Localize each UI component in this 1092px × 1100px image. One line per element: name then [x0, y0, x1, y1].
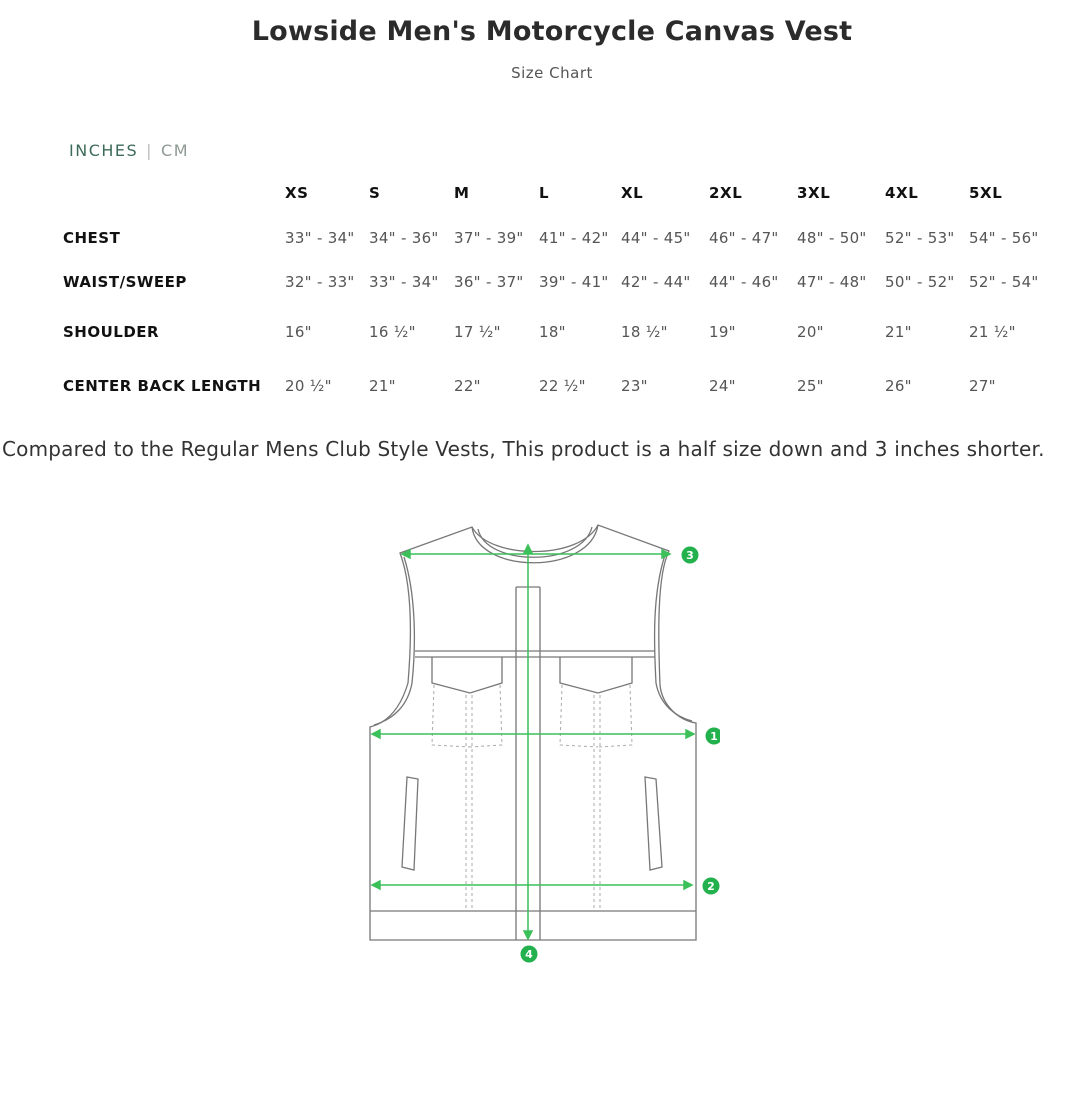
size-value-cell: 19" — [709, 323, 736, 341]
size-value-cell: 50" - 52" — [885, 273, 955, 291]
size-value-cell: 42" - 44" — [621, 273, 691, 291]
size-value-cell: 52" - 53" — [885, 229, 955, 247]
size-value-cell: 23" — [621, 377, 648, 395]
size-value-cell: 33" - 34" — [285, 229, 355, 247]
unit-separator: | — [146, 141, 154, 160]
measurement-label: CENTER BACK LENGTH — [63, 377, 262, 395]
size-value-cell: 44" - 45" — [621, 229, 691, 247]
size-value-cell: 16" — [285, 323, 312, 341]
unit-cm-tab[interactable]: CM — [161, 141, 190, 160]
svg-text:3: 3 — [686, 549, 694, 562]
size-value-cell: 36" - 37" — [454, 273, 524, 291]
size-value-cell: 52" - 54" — [969, 273, 1039, 291]
page-subtitle: Size Chart — [511, 64, 593, 82]
size-value-cell: 24" — [709, 377, 736, 395]
measurement-markers — [521, 547, 721, 963]
size-value-cell: 44" - 46" — [709, 273, 779, 291]
unit-inches-tab[interactable]: INCHES — [69, 141, 139, 160]
size-header: XL — [621, 184, 644, 202]
size-value-cell: 20" — [797, 323, 824, 341]
unit-toggle — [69, 141, 189, 160]
size-value-cell: 27" — [969, 377, 996, 395]
size-value-cell: 47" - 48" — [797, 273, 867, 291]
svg-text:4: 4 — [525, 948, 533, 961]
measurement-arrows — [372, 545, 694, 939]
size-header: 2XL — [709, 184, 743, 202]
marker-4 — [521, 946, 538, 963]
size-value-cell: 39" - 41" — [539, 273, 609, 291]
size-header: 4XL — [885, 184, 919, 202]
measurement-label: CHEST — [63, 229, 121, 247]
size-value-cell: 17 ½" — [454, 323, 501, 341]
size-value-cell: 33" - 34" — [369, 273, 439, 291]
size-value-cell: 41" - 42" — [539, 229, 609, 247]
size-header: XS — [285, 184, 309, 202]
size-value-cell: 37" - 39" — [454, 229, 524, 247]
fit-note: Compared to the Regular Mens Club Style Vests, This product is a half size down and 3 inches shorter. — [2, 437, 1045, 461]
size-value-cell: 26" — [885, 377, 912, 395]
size-value-cell: 18" — [539, 323, 566, 341]
vest-outline — [370, 525, 696, 940]
svg-text:1: 1 — [710, 730, 718, 743]
measurement-label: WAIST/SWEEP — [63, 273, 187, 291]
size-value-cell: 46" - 47" — [709, 229, 779, 247]
size-value-cell: 18 ½" — [621, 323, 668, 341]
size-value-cell: 48" - 50" — [797, 229, 867, 247]
vest-measurement-diagram — [360, 515, 720, 965]
size-value-cell: 16 ½" — [369, 323, 416, 341]
size-value-cell: 20 ½" — [285, 377, 332, 395]
size-header: 3XL — [797, 184, 831, 202]
size-value-cell: 21" — [885, 323, 912, 341]
size-value-cell: 22" — [454, 377, 481, 395]
marker-3 — [682, 547, 699, 564]
size-value-cell: 21" — [369, 377, 396, 395]
marker-2 — [703, 878, 720, 895]
size-value-cell: 25" — [797, 377, 824, 395]
page-title: Lowside Men's Motorcycle Canvas Vest — [251, 16, 853, 47]
size-value-cell: 22 ½" — [539, 377, 586, 395]
size-value-cell: 54" - 56" — [969, 229, 1039, 247]
size-value-cell: 21 ½" — [969, 323, 1016, 341]
size-header: S — [369, 184, 381, 202]
marker-1 — [706, 728, 721, 745]
size-header: L — [539, 184, 550, 202]
pocket-stitching — [432, 685, 632, 910]
measurement-label: SHOULDER — [63, 323, 160, 341]
size-header: M — [454, 184, 470, 202]
size-header: 5XL — [969, 184, 1003, 202]
svg-text:2: 2 — [707, 880, 715, 893]
size-value-cell: 34" - 36" — [369, 229, 439, 247]
size-value-cell: 32" - 33" — [285, 273, 355, 291]
